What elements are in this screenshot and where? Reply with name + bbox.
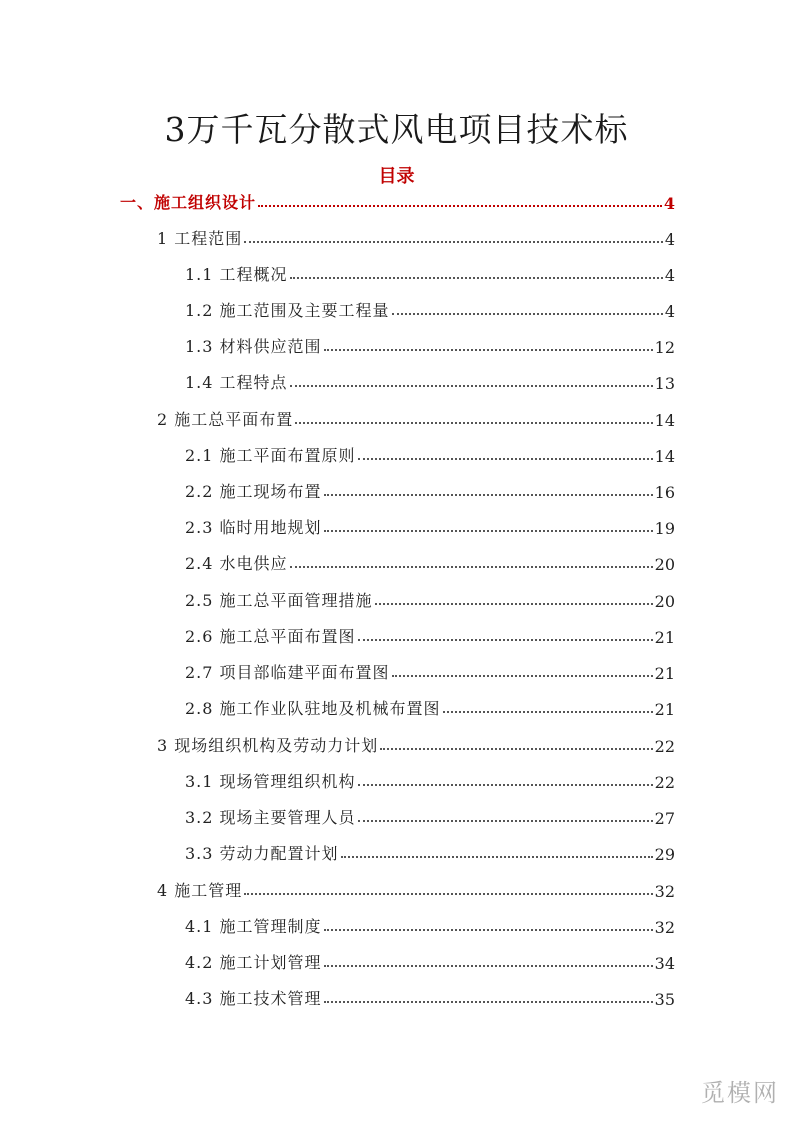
toc-entry[interactable]: [185, 983, 675, 1009]
dot-leader: [258, 205, 662, 207]
toc-entry-label: 2.5 施工总平面管理措施: [185, 591, 373, 610]
toc-entry-page: 14: [654, 447, 675, 466]
dot-leader: [443, 711, 653, 713]
toc-entry-label: 3 现场组织机构及劳动力计划: [157, 736, 379, 755]
watermark: 觅模网: [701, 1079, 779, 1107]
dot-leader: [324, 929, 653, 931]
toc-entry-page: 20: [654, 555, 675, 574]
toc-entry-label: 一、施工组织设计: [120, 193, 257, 212]
dot-leader: [375, 603, 653, 605]
toc-entry[interactable]: [185, 621, 675, 647]
dot-leader: [392, 313, 663, 315]
toc-entry-label: 4.3 施工技术管理: [185, 989, 322, 1008]
toc-entry-label: 2.8 施工作业队驻地及机械布置图: [185, 699, 441, 718]
toc-entry[interactable]: [185, 367, 675, 393]
dot-leader: [392, 675, 653, 677]
toc-entry-label: 3.2 现场主要管理人员: [185, 808, 356, 827]
toc-entry-page: 21: [654, 700, 675, 719]
toc-entry[interactable]: [185, 766, 675, 792]
toc-entry[interactable]: [157, 875, 675, 901]
dot-leader: [244, 893, 652, 895]
toc-entry-page: 29: [654, 845, 675, 864]
dot-leader: [358, 820, 653, 822]
toc-entry[interactable]: [157, 223, 675, 249]
dot-leader: [290, 566, 653, 568]
dot-leader: [324, 494, 653, 496]
toc-entry[interactable]: [185, 911, 675, 937]
document-title: 3万千瓦分散式风电项目技术标: [164, 110, 629, 149]
toc-entry-page: 16: [654, 483, 675, 502]
toc-entry[interactable]: [185, 657, 675, 683]
toc-entry-label: 2.6 施工总平面布置图: [185, 627, 356, 646]
toc-entry-label: 4 施工管理: [157, 881, 243, 900]
toc-entry-label: 2.3 临时用地规划: [185, 518, 322, 537]
toc-entry-page: 34: [654, 954, 675, 973]
toc-entry-page: 21: [654, 664, 675, 683]
dot-leader: [358, 784, 653, 786]
toc-entry[interactable]: [185, 838, 675, 864]
toc-heading: 目录: [378, 166, 415, 187]
toc-entry[interactable]: [185, 331, 675, 357]
toc-entry-page: 22: [654, 773, 675, 792]
toc-entry[interactable]: [157, 730, 675, 756]
toc-entry-label: 3.3 劳动力配置计划: [185, 844, 339, 863]
dot-leader: [324, 965, 653, 967]
toc-entry[interactable]: [185, 476, 675, 502]
toc-entry-label: 1.4 工程特点: [185, 373, 288, 392]
toc-entry-page: 4: [663, 194, 675, 213]
toc-entry-page: 4: [664, 266, 675, 285]
toc-entry-label: 3.1 现场管理组织机构: [185, 772, 356, 791]
dot-leader: [358, 639, 653, 641]
dot-leader: [290, 277, 663, 279]
toc-entry-label: 1.1 工程概况: [185, 265, 288, 284]
toc-entry[interactable]: [120, 187, 675, 213]
toc-entry[interactable]: [185, 440, 675, 466]
toc-entry-label: 2.2 施工现场布置: [185, 482, 322, 501]
toc-entry[interactable]: [185, 548, 675, 574]
dot-leader: [358, 458, 653, 460]
toc-entry-page: 4: [664, 230, 675, 249]
dot-leader: [295, 422, 652, 424]
toc-entry-label: 1.3 材料供应范围: [185, 337, 322, 356]
toc-entry[interactable]: [185, 947, 675, 973]
dot-leader: [324, 530, 653, 532]
dot-leader: [341, 856, 653, 858]
toc-entry-page: 14: [654, 411, 675, 430]
toc-entry-page: 32: [654, 918, 675, 937]
dot-leader: [290, 385, 653, 387]
dot-leader: [380, 748, 652, 750]
toc-entry-label: 2.4 水电供应: [185, 554, 288, 573]
toc-entry-page: 12: [654, 338, 675, 357]
toc-entry[interactable]: [185, 693, 675, 719]
toc-entry[interactable]: [185, 512, 675, 538]
toc-entry-label: 1.2 施工范围及主要工程量: [185, 301, 390, 320]
toc-entry[interactable]: [185, 295, 675, 321]
dot-leader: [324, 1001, 653, 1003]
toc-entry-page: 35: [654, 990, 675, 1009]
toc-entry[interactable]: [185, 585, 675, 611]
toc-entry-label: 4.2 施工计划管理: [185, 953, 322, 972]
toc-entry-label: 2.7 项目部临建平面布置图: [185, 663, 390, 682]
dot-leader: [324, 349, 653, 351]
toc-entry-label: 2.1 施工平面布置原则: [185, 446, 356, 465]
toc-entry-page: 21: [654, 628, 675, 647]
toc-entry-label: 4.1 施工管理制度: [185, 917, 322, 936]
toc-entry-page: 32: [654, 882, 675, 901]
toc-entry-page: 20: [654, 592, 675, 611]
toc-entry[interactable]: [185, 802, 675, 828]
toc-entry-page: 13: [654, 374, 675, 393]
toc-entry-page: 27: [654, 809, 675, 828]
toc-entry-page: 19: [654, 519, 675, 538]
dot-leader: [244, 241, 663, 243]
toc-entry-label: 2 施工总平面布置: [157, 410, 294, 429]
toc-entry-label: 1 工程范围: [157, 229, 243, 248]
toc-entry[interactable]: [185, 259, 675, 285]
toc-entry-page: 22: [654, 737, 675, 756]
toc-entry-page: 4: [664, 302, 675, 321]
toc-entry[interactable]: [157, 404, 675, 430]
